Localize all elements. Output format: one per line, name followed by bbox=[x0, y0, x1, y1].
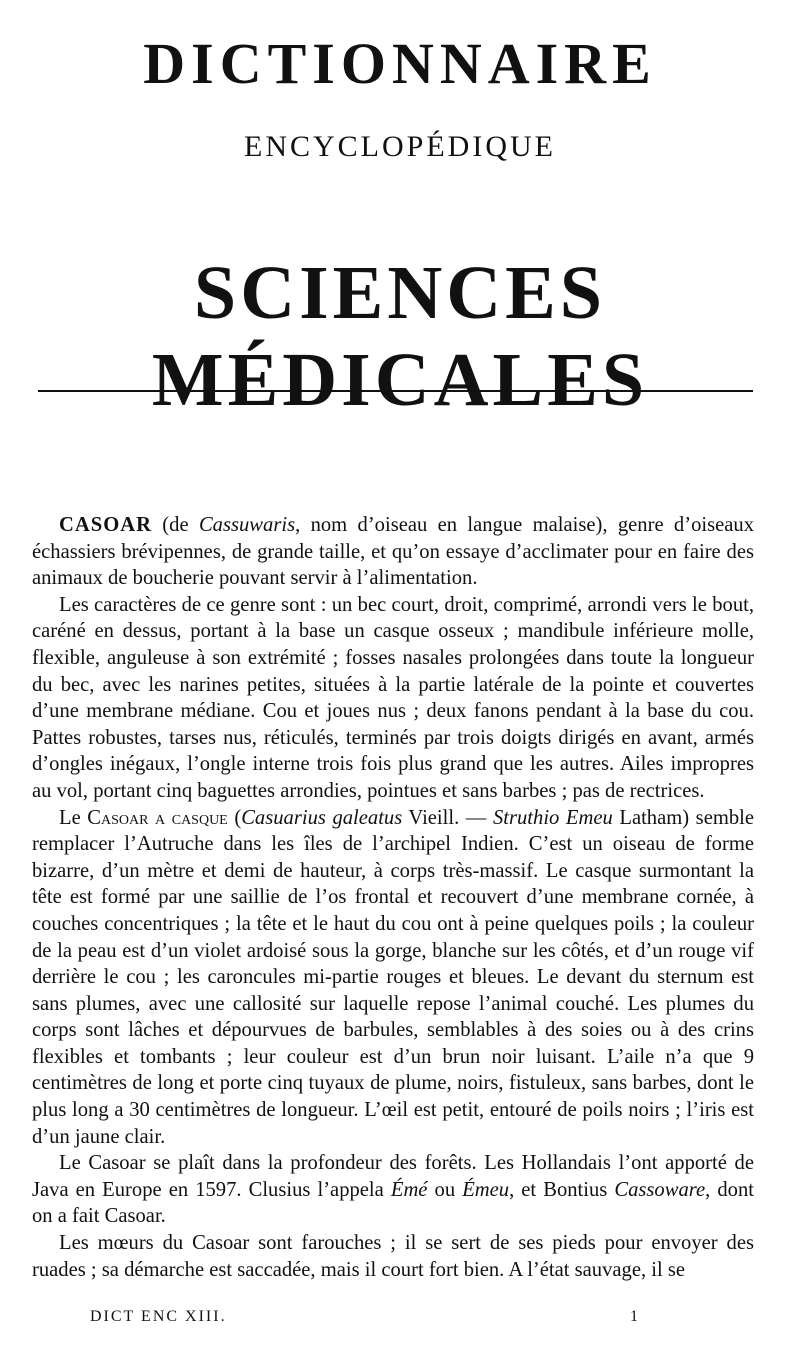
title-sciences-medicales: SCIENCES MÉDICALES bbox=[151, 251, 649, 422]
signature-mark: DICT ENC XIII. bbox=[90, 1308, 227, 1325]
text-run: ( bbox=[227, 806, 242, 829]
paragraph-moeurs: Les mœurs du Casoar sont farouches ; il se sert de ses pieds pour envoyer des ruades ; sa démarche est saccadée, mais il court fort bien. A l’état sauvage, il se bbox=[32, 1232, 754, 1281]
paragraph-definition bbox=[32, 512, 754, 592]
italic-term: Cassoware bbox=[614, 1178, 706, 1201]
italic-term: Struthio Emeu bbox=[492, 806, 613, 829]
italic-term: Cassuwaris bbox=[198, 514, 296, 536]
italic-term: Casuarius galeatus bbox=[241, 806, 403, 829]
page-number: 1 bbox=[630, 1308, 640, 1325]
text-run: , et Bontius bbox=[509, 1178, 615, 1201]
title-rule bbox=[38, 390, 753, 392]
paragraph-casoar-a-casque bbox=[32, 805, 754, 1151]
title-encyclopedique: ENCYCLOPÉDIQUE bbox=[244, 130, 556, 163]
species-name: Casoar a casque bbox=[87, 806, 228, 829]
text-run: Vieill. — bbox=[402, 806, 493, 829]
headword: CASOAR bbox=[59, 514, 152, 536]
paragraph-history bbox=[32, 1150, 754, 1230]
article-body bbox=[32, 512, 754, 1283]
paragraph-characters: Les caractères de ce genre sont : un bec court, droit, comprimé, arrondi vers le bout, caréné en dessus, portant à la base un casque osseux ; mandibule inférieure molle, flexible, anguleuse à son extrémité ; fosses nasales prolongées dans toute la longueur du bec, avec les narines petites, situées à la partie latérale de la pointe et couvertes d’une membrane médiane. Cou et joues nus ; deux fanons pendant à la base du cou. Pattes robustes, tarses nus, réticulés, terminés par trois doigts dirigés en avant, armés d’ongles inégaux, l’ongle interne trois fois plus grand que les autres. Ailes impropres au vol, portant cinq baguettes arrondies, pointues et sans barbes ; pas de rectrices. bbox=[32, 593, 754, 802]
text-run: Latham) semble remplacer l’Autruche dans les îles de l’archipel Indien. C’est un oiseau de forme bizarre, d’un mètre et demi de hauteur, à corps très-massif. Le casque surmontant la tête est formé par une saillie de l’os frontal et recouvert d’une membrane cornée, à couches concentriques ; la tête et le haut du cou ont à peine quelques poils ; la couleur de la peau est d’un violet ardoisé sous la gorge, blanche sur les côtés, et d’un rouge vif derrière le cou ; les caroncules mi-partie rouges et bleues. Le devant du sternum est sans plumes, avec une callosité sur laquelle repose l’animal couché. Les plumes du corps sont lâches et dépourvues de barbules, semblables à des soies ou à des crins flexibles et tombants ; leur couleur est d’un brun noir luisant. L’aile n’a que 9 centimètres de long et porte cinq tuyaux de plume, noirs, fistuleux, sans barbes, dont le plus long a 30 centimètres de longueur. L’œil est petit, entouré de poils noirs ; l’iris est d’un jaune clair. bbox=[32, 806, 755, 1148]
italic-term: Émé bbox=[390, 1178, 428, 1201]
text-run: Le Casoar se plaît dans la profondeur des forêts. Les Hollandais l’ont apporté de Java en Europe en 1597. Clusius l’appela bbox=[32, 1152, 754, 1201]
text-run: Le bbox=[59, 806, 88, 829]
title-dictionnaire: DICTIONNAIRE bbox=[143, 31, 657, 96]
italic-term: Émeu bbox=[462, 1178, 510, 1201]
text-run: , nom d’oiseau en langue malaise), genre d’oiseaux échassiers brévipennes, de grande taille, et qu’on essaye d’acclimater pour en faire des animaux de boucherie pouvant servir à l’alimentation. bbox=[32, 514, 754, 590]
text-run: , dont on a fait Casoar. bbox=[32, 1178, 754, 1228]
text-run: ou bbox=[427, 1178, 463, 1201]
text-run: (de bbox=[151, 514, 199, 536]
